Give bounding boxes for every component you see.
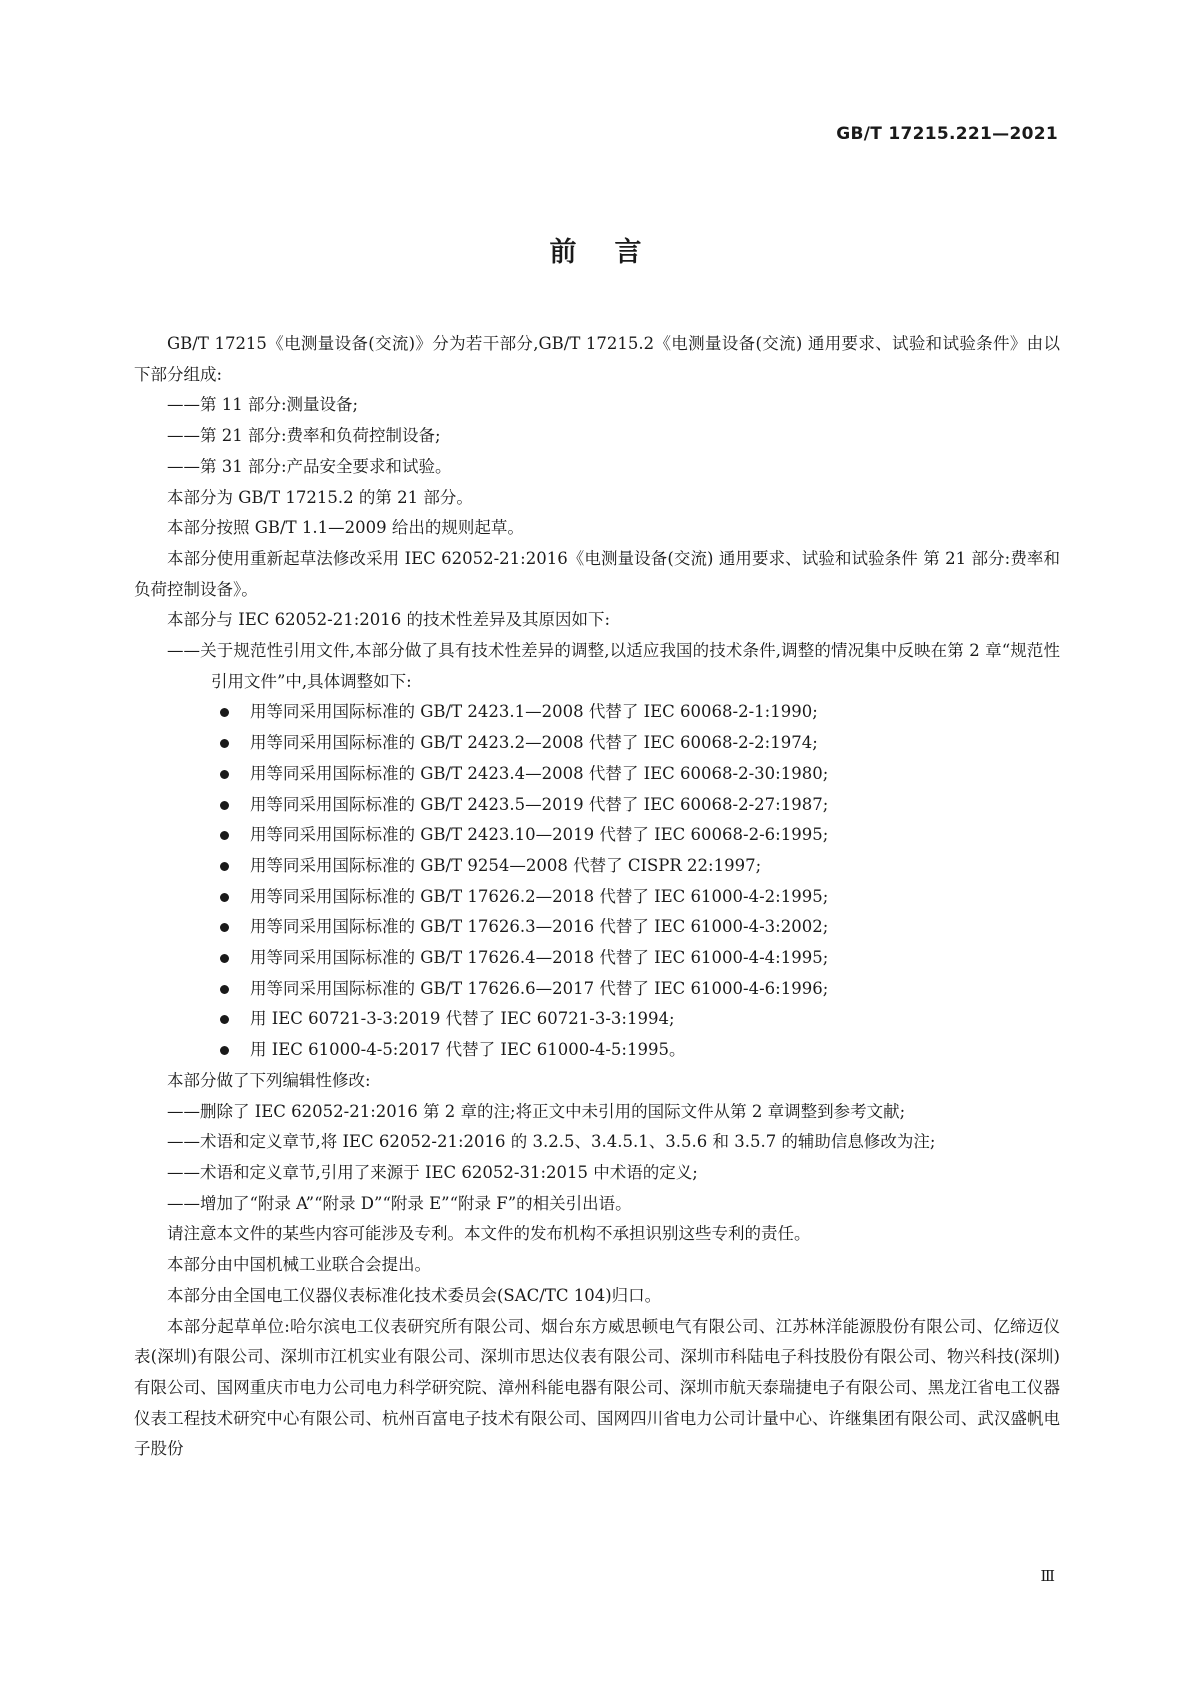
edit-item: ——术语和定义章节,将 IEC 62052-21:2016 的 3.2.5、3.4.5.1、3.5.6 和 3.5.7 的辅助信息修改为注; — [167, 1132, 936, 1152]
drafting-units-paragraph: 本部分起草单位:哈尔滨电工仪表研究所有限公司、烟台东方威思顿电气有限公司、江苏林洋能源股份有限公司、亿缔迈仪表(深圳)有限公司、深圳市江机实业有限公司、深圳市思达仪表有限公司、深圳市科陆电子科技股份有限公司、物兴科技(深圳)有限公司、国网重庆市电力公司电力科学研究院、漳州科能电器有限公司、深圳市航天泰瑞捷电子有限公司、黑龙江省电工仪器仪表工程技术研究中心有限公司、杭州百富电子技术有限公司、国网四川省电力公司计量中心、许继集团有限公司、武汉盛帆电子股份 — [134, 1316, 1060, 1459]
paragraph: 请注意本文件的某些内容可能涉及专利。本文件的发布机构不承担识别这些专利的责任。 — [167, 1224, 811, 1244]
bullet-dot-icon — [220, 954, 229, 963]
bullet-item: 用等同采用国际标准的 GB/T 17626.4—2018 代替了 IEC 61000-4-4:1995; — [134, 943, 1060, 974]
bullet-dot-icon — [220, 862, 229, 871]
bullet-dot-icon — [220, 831, 229, 840]
paragraph: 本部分使用重新起草法修改采用 IEC 62052-21:2016《电测量设备(交流) 通用要求、试验和试验条件 第 21 部分:费率和负荷控制设备》。 — [134, 548, 1060, 599]
page-title: 前言 — [549, 237, 680, 268]
bullet-dot-icon — [220, 1015, 229, 1024]
part-item: ——第 11 部分:测量设备; — [167, 395, 359, 415]
bullet-item: 用 IEC 61000-4-5:2017 代替了 IEC 61000-4-5:1995。 — [134, 1035, 1060, 1066]
edit-item: ——增加了“附录 A”“附录 D”“附录 E”“附录 F”的相关引出语。 — [167, 1193, 632, 1213]
bullet-dot-icon — [220, 739, 229, 748]
bullet-item: 用等同采用国际标准的 GB/T 2423.1—2008 代替了 IEC 60068-2-1:1990; — [134, 697, 1060, 728]
standard-number: GB/T 17215.221—2021 — [836, 124, 1058, 144]
bullet-item: 用等同采用国际标准的 GB/T 17626.3—2016 代替了 IEC 61000-4-3:2002; — [134, 912, 1060, 943]
bullet-dot-icon — [220, 801, 229, 810]
bullet-item: 用等同采用国际标准的 GB/T 2423.2—2008 代替了 IEC 60068-2-2:1974; — [134, 728, 1060, 759]
edit-item: ——删除了 IEC 62052-21:2016 第 2 章的注;将正文中未引用的国际文件从第 2 章调整到参考文献; — [167, 1101, 906, 1121]
paragraph: 本部分为 GB/T 17215.2 的第 21 部分。 — [167, 487, 473, 507]
intro-paragraph: GB/T 17215《电测量设备(交流)》分为若干部分,GB/T 17215.2《电测量设备(交流) 通用要求、试验和试验条件》由以下部分组成: — [134, 334, 1060, 384]
page-number: Ⅲ — [1040, 1567, 1055, 1585]
bullet-dot-icon — [220, 708, 229, 717]
bullet-dot-icon — [220, 985, 229, 994]
tech-diff-item: ——关于规范性引用文件,本部分做了具有技术性差异的调整,以适应我国的技术条件,调整的情况集中反映在第 2 章“规范性引用文件”中,具体调整如下: — [167, 641, 1060, 691]
bullet-item: 用等同采用国际标准的 GB/T 2423.5—2019 代替了 IEC 60068-2-27:1987; — [134, 790, 1060, 821]
bullet-item: 用等同采用国际标准的 GB/T 2423.4—2008 代替了 IEC 60068-2-30:1980; — [134, 759, 1060, 790]
paragraph: 本部分由全国电工仪器仪表标准化技术委员会(SAC/TC 104)归口。 — [167, 1285, 662, 1305]
edit-item: ——术语和定义章节,引用了来源于 IEC 62052-31:2015 中术语的定义; — [167, 1162, 698, 1182]
bullet-item: 用等同采用国际标准的 GB/T 2423.10—2019 代替了 IEC 60068-2-6:1995; — [134, 820, 1060, 851]
paragraph: 本部分做了下列编辑性修改: — [167, 1070, 371, 1090]
foreword-body — [134, 329, 1060, 1465]
paragraph: 本部分与 IEC 62052-21:2016 的技术性差异及其原因如下: — [167, 610, 611, 630]
bullet-dot-icon — [220, 893, 229, 902]
bullet-dot-icon — [220, 1046, 229, 1055]
bullet-dot-icon — [220, 923, 229, 932]
bullet-dot-icon — [220, 770, 229, 779]
bullet-item: 用等同采用国际标准的 GB/T 17626.2—2018 代替了 IEC 61000-4-2:1995; — [134, 882, 1060, 913]
bullet-item: 用等同采用国际标准的 GB/T 17626.6—2017 代替了 IEC 61000-4-6:1996; — [134, 974, 1060, 1005]
paragraph: 本部分由中国机械工业联合会提出。 — [167, 1255, 431, 1275]
part-item: ——第 21 部分:费率和负荷控制设备; — [167, 426, 441, 446]
part-item: ——第 31 部分:产品安全要求和试验。 — [167, 456, 452, 476]
bullet-item: 用等同采用国际标准的 GB/T 9254—2008 代替了 CISPR 22:1997; — [134, 851, 1060, 882]
bullet-item: 用 IEC 60721-3-3:2019 代替了 IEC 60721-3-3:1994; — [134, 1004, 1060, 1035]
paragraph: 本部分按照 GB/T 1.1—2009 给出的规则起草。 — [167, 518, 524, 538]
